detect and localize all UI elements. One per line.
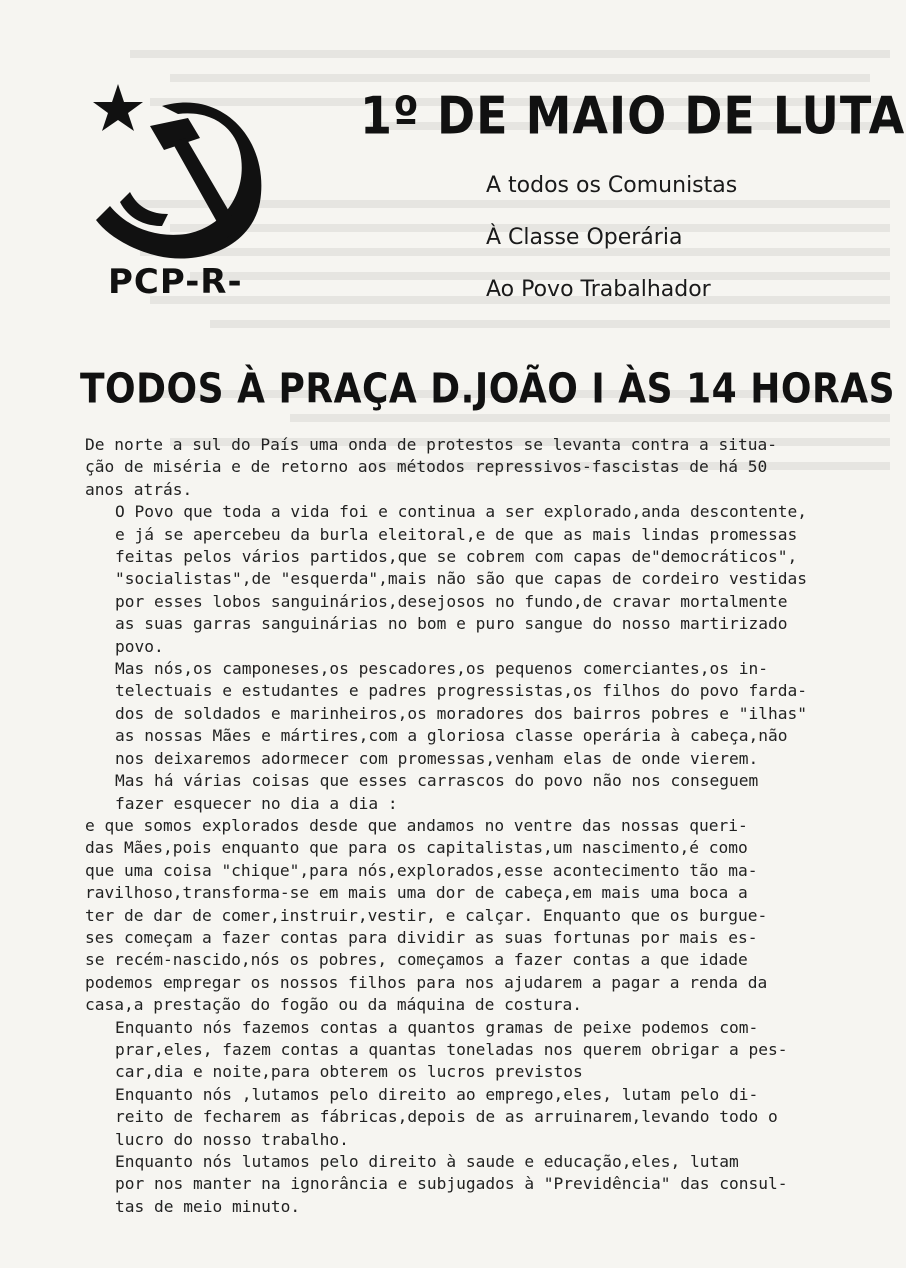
- body-line: Mas há várias coisas que esses carrascos do povo não nos conseguem: [115, 771, 759, 791]
- body-paragraph: [85, 1151, 895, 1218]
- party-name: PCP-R-: [108, 262, 243, 302]
- body-line: as nossas Mães e mártires,com a gloriosa classe operária à cabeça,não: [115, 726, 788, 746]
- hammer-sickle-star-icon: [92, 80, 272, 265]
- body-line: por esses lobos sanguinários,desejosos no fundo,de cravar mortalmente: [115, 591, 788, 611]
- body-line: Enquanto nós lutamos pelo direito à saude e educação,eles, lutam: [115, 1152, 739, 1171]
- body-line: De norte a sul do País uma onda de protestos se levanta contra a situa-: [85, 435, 777, 454]
- body-paragraph: [85, 658, 895, 770]
- body-line: car,dia e noite,para obterem os lucros previstos: [115, 1062, 583, 1082]
- addressee-working-people: Ao Povo Trabalhador: [486, 277, 711, 302]
- body-line: ter de dar de comer,instruir,vestir, e calçar. Enquanto que os burgue-: [85, 905, 768, 925]
- leaflet-body-text: [85, 434, 895, 1218]
- leaflet-title: 1º DE MAIO DE LUTA: [360, 85, 906, 146]
- body-line: telectuais e estudantes e padres progressistas,os filhos do povo farda-: [115, 681, 807, 701]
- body-line: O Povo que toda a vida foi e continua a ser explorado,anda descontente,: [115, 502, 807, 522]
- body-line: Mas nós,os camponeses,os pescadores,os pequenos comerciantes,os in-: [115, 659, 768, 679]
- body-line: ção de miséria e de retorno aos métodos repressivos-fascistas de há 50: [85, 457, 768, 477]
- body-line: casa,a prestação do fogão ou da máquina de costura.: [85, 995, 583, 1015]
- body-paragraph: [85, 1017, 895, 1084]
- body-line: fazer esquecer no dia a dia :: [115, 793, 398, 813]
- body-line: anos atrás.: [85, 479, 193, 499]
- body-line: e já se apercebeu da burla eleitoral,e de que as mais lindas promessas: [115, 524, 798, 544]
- body-line: feitas pelos vários partidos,que se cobrem com capas de"democráticos",: [115, 547, 798, 567]
- body-line: prar,eles, fazem contas a quantas toneladas nos querem obrigar a pes-: [115, 1039, 788, 1059]
- body-paragraph: [85, 434, 895, 501]
- body-line: por nos manter na ignorância e subjugados à "Previdência" das consul-: [115, 1174, 788, 1194]
- addressee-communists: A todos os Comunistas: [486, 173, 738, 198]
- body-paragraph: [85, 815, 895, 1017]
- body-line: que uma coisa "chique",para nós,explorados,esse acontecimento tão ma-: [85, 860, 758, 880]
- body-line: "socialistas",de "esquerda",mais não são que capas de cordeiro vestidas: [115, 569, 807, 589]
- body-paragraph: [85, 1084, 895, 1151]
- body-line: lucro do nosso trabalho.: [115, 1129, 349, 1149]
- body-line: Enquanto nós ,lutamos pelo direito ao emprego,eles, lutam pelo di-: [115, 1084, 759, 1104]
- body-line: se recém-nascido,nós os pobres, começamos a fazer contas a que idade: [85, 950, 748, 970]
- addressee-working-class: À Classe Operária: [486, 225, 683, 250]
- body-line: Enquanto nós fazemos contas a quantos gramas de peixe podemos com-: [115, 1017, 759, 1037]
- body-line: tas de meio minuto.: [115, 1196, 301, 1216]
- body-line: nos deixaremos adormecer com promessas,venham elas de onde vierem.: [115, 748, 759, 768]
- body-line: das Mães,pois enquanto que para os capitalistas,um nascimento,é como: [85, 838, 748, 858]
- body-line: as suas garras sanguinárias no bom e puro sangue do nosso martirizado: [115, 614, 788, 634]
- body-line: e que somos explorados desde que andamos no ventre das nossas queri-: [85, 815, 748, 835]
- body-line: dos de soldados e marinheiros,os moradores dos bairros pobres e "ilhas": [115, 703, 807, 723]
- rally-headline: TODOS À PRAÇA D.JOÃO I ÀS 14 HORAS: [80, 365, 895, 413]
- body-line: povo.: [115, 636, 164, 656]
- body-line: podemos empregar os nossos filhos para nos ajudarem a pagar a renda da: [85, 972, 768, 992]
- body-paragraph: [85, 501, 895, 658]
- body-paragraph: [85, 770, 895, 815]
- body-line: ses começam a fazer contas para dividir as suas fortunas por mais es-: [85, 927, 758, 947]
- body-line: ravilhoso,transforma-se em mais uma dor de cabeça,em mais uma boca a: [85, 883, 748, 903]
- body-line: reito de fecharem as fábricas,depois de as arruinarem,levando todo o: [115, 1107, 778, 1127]
- addressee-list: [486, 168, 846, 324]
